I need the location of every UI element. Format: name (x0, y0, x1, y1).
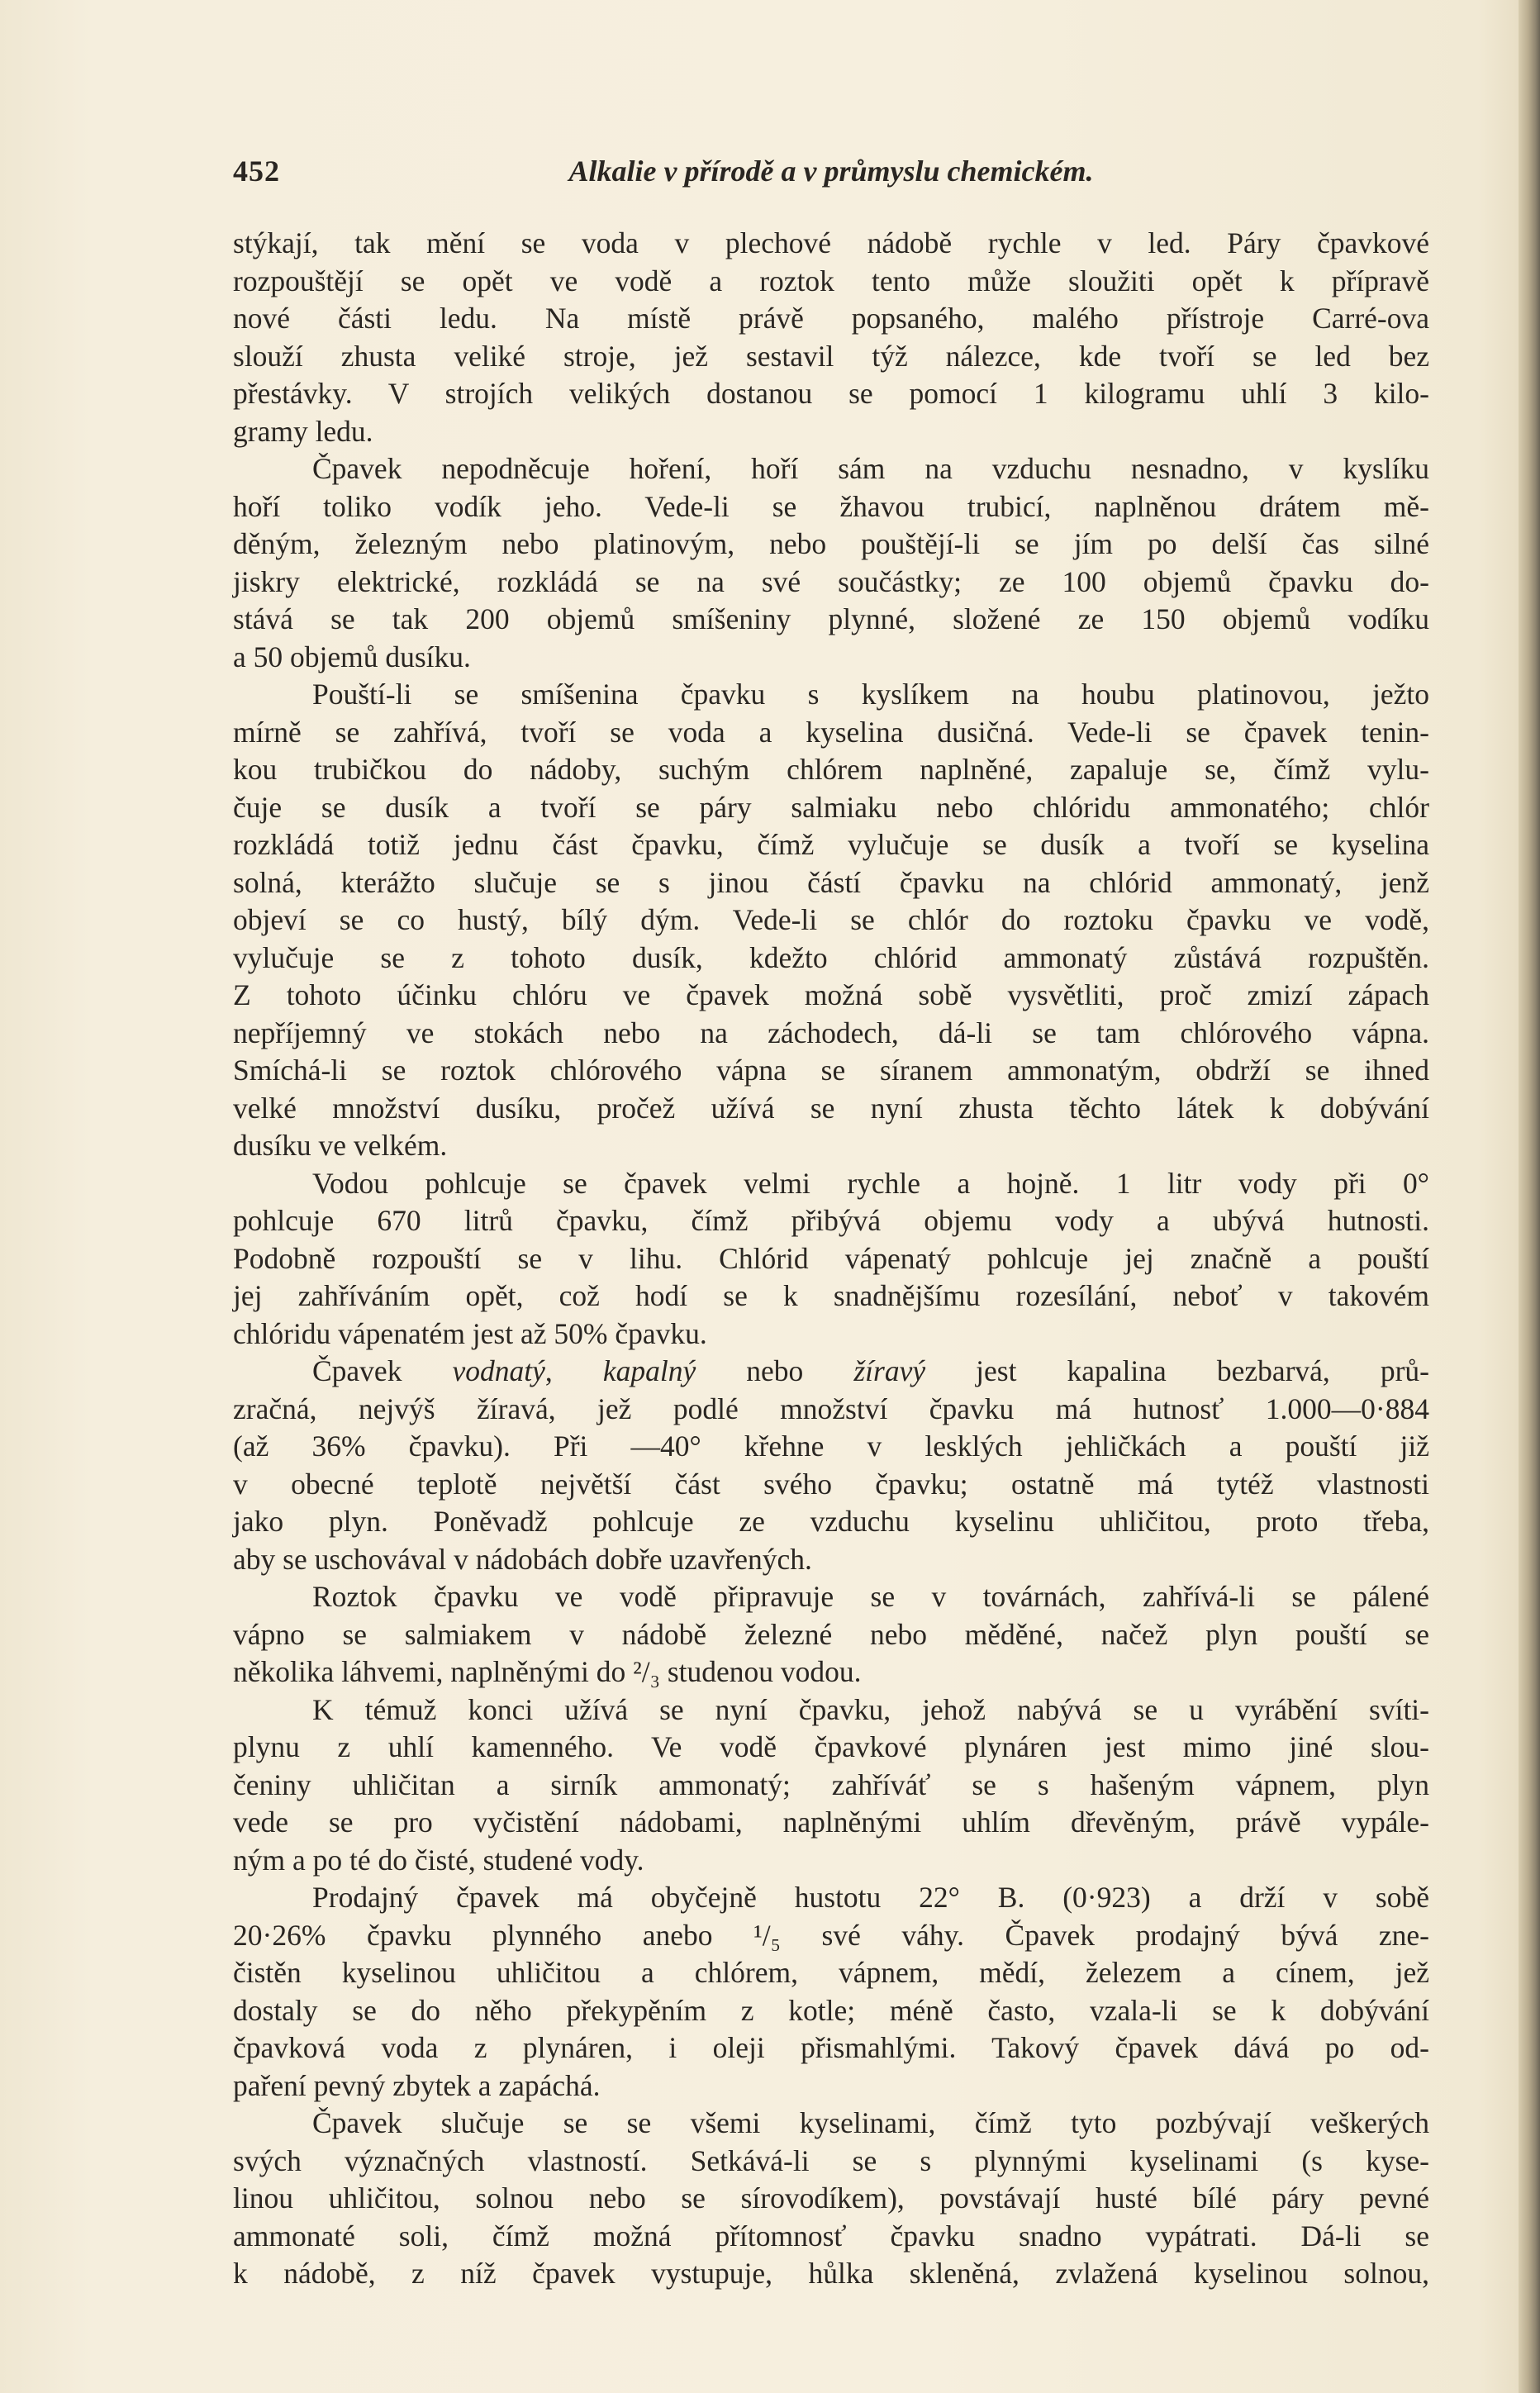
text-line: Vodou pohlcuje se čpavek velmi rychle a hojně. 1 litr vody při 0° (312, 1166, 1429, 1200)
text-line: pohlcuje 670 litrů čpavku, čímž přibývá objemu vody a ubývá hutnosti. (233, 1204, 1429, 1237)
text-line: Smíchá-li se roztok chlórového vápna se síranem ammonatým, obdrží se ihned (233, 1054, 1429, 1087)
text-line: chlóridu vápenatém jest až 50% čpavku. (233, 1316, 707, 1350)
text-line: velké množství dusíku, pročež užívá se nyní zhusta těchto látek k dobývání (233, 1091, 1429, 1125)
text-line: a 50 objemů dusíku. (233, 640, 471, 673)
body-text (233, 225, 1429, 2293)
text-line: čistěn kyselinou uhličitou a chlórem, vápnem, mědí, železem a cínem, jež (233, 1956, 1429, 1989)
text-line: Čpavek nepodněcuje hoření, hoří sám na vzduchu nesnadno, v kyslíku (312, 452, 1429, 485)
running-title: Alkalie v přírodě a v průmyslu chemickém. (568, 155, 1094, 188)
text-line: dusíku ve velkém. (233, 1129, 448, 1162)
italic-term: kapalný (602, 1354, 696, 1387)
text-line: jako plyn. Poněvadž pohlcuje ze vzduchu kyselinu uhličitou, proto třeba, (233, 1505, 1429, 1538)
text-line: přestávky. V strojích velikých dostanou se pomocí 1 kilogramu uhlí 3 kilo- (233, 377, 1429, 410)
text-line: děným, železným nebo platinovým, nebo pouštějí-li se jím po delší čas silné (233, 527, 1429, 560)
text-line: mírně se zahřívá, tvoří se voda a kyselina dusičná. Vede-li se čpavek tenin- (233, 715, 1429, 749)
text-span: jest kapalina bezbarvá, prů- (925, 1354, 1429, 1387)
text-line: hoří toliko vodík jeho. Vede-li se žhavou trubicí, naplněnou drátem mě- (233, 489, 1429, 523)
text-line: čpavková voda z plynáren, i oleji přismahlými. Takový čpavek dává po od- (233, 2031, 1429, 2064)
text-line: objeví se co hustý, bílý dým. Vede-li se chlór do roztoku čpavku ve vodě, (233, 903, 1429, 936)
text-line: ným a po té do čisté, studené vody. (233, 1843, 644, 1877)
page-header (233, 154, 1429, 195)
text-line: Roztok čpavku ve vodě připravuje se v továrnách, zahřívá-li se pálené (312, 1580, 1429, 1613)
text-line: jej zahříváním opět, což hodí se k snadnějšímu rozesílání, neboť v takovém (233, 1279, 1429, 1312)
text-line: ammonaté soli, čímž možná přítomnosť čpavku snadno vypátrati. Dá-li se (233, 2219, 1429, 2253)
text-line: Z tohoto účinku chlóru ve čpavek možná sobě vysvětliti, proč zmizí zápach (233, 978, 1429, 1011)
text-line: linou uhličitou, solnou nebo se sírovodíkem), povstávají husté bílé páry pevné (233, 2181, 1429, 2215)
text-line: plynu z uhlí kamenného. Ve vodě čpavkové plynáren jest mimo jiné slou- (233, 1730, 1429, 1763)
text-line: jiskry elektrické, rozkládá se na své součástky; ze 100 objemů čpavku do- (233, 564, 1429, 598)
text-line: Prodajný čpavek má obyčejně hustotu 22° B. (0·923) a drží v sobě (312, 1881, 1429, 1914)
text-line: Pouští-li se smíšenina čpavku s kyslíkem na houbu platinovou, ježto (312, 678, 1429, 711)
text-line: solná, kterážto slučuje se s jinou částí čpavku na chlórid ammonatý, jenž (233, 865, 1429, 899)
text-line: gramy ledu. (233, 414, 373, 448)
text-line: Podobně rozpouští se v lihu. Chlórid vápenatý pohlcuje jej značně a pouští (233, 1241, 1429, 1275)
text-line: čuje se dusík a tvoří se páry salmiaku nebo chlóridu ammonatého; chlór (233, 790, 1429, 824)
text-line: nepříjemný ve stokách nebo na záchodech, dá-li se tam chlórového vápna. (233, 1016, 1429, 1049)
text-line: zračná, nejvýš žíravá, jež podlé množství čpavku má hutnosť 1.000—0·884 (233, 1392, 1429, 1425)
text-span: Čpavek (312, 1354, 453, 1387)
text-line: rozkládá totiž jednu část čpavku, čímž vylučuje se dusík a tvoří se kyselina (233, 828, 1429, 861)
text-line: svých význačných vlastností. Setkává-li se s plynnými kyselinami (s kyse- (233, 2143, 1429, 2177)
text-line: čeniny uhličitan a sirník ammonatý; zahříváť se s hašeným vápnem, plyn (233, 1767, 1429, 1801)
text-line: stává se tak 200 objemů smíšeniny plynné, složené ze 150 objemů vodíku (233, 602, 1429, 635)
text-line: vápno se salmiakem v nádobě železné nebo měděné, načež plyn pouští se (233, 1617, 1429, 1651)
text-line: dostaly se do něho překypěním z kotle; méně často, vzala-li se k dobývání (233, 1993, 1429, 2027)
text-line: nové části ledu. Na místě právě popsaného, malého přístroje Carré-ova (233, 302, 1429, 335)
text-line: 20·26% čpavku plynného anebo ¹/₅ své váhy. Čpavek prodajný bývá zne- (233, 1918, 1429, 1952)
text-line: stýkají, tak mění se voda v plechové nádobě rychle v led. Páry čpavkové (233, 226, 1429, 259)
text-line: paření pevný zbytek a zapáchá. (233, 2068, 601, 2102)
text-span: , (544, 1354, 603, 1387)
text-line: rozpouštějí se opět ve vodě a roztok tento může sloužiti opět k přípravě (233, 264, 1429, 297)
text-line: několika láhvemi, naplněnými do ²/₃ studenou vodou. (233, 1655, 862, 1688)
text-line: K témuž konci užívá se nyní čpavku, jehož nabývá se u vyrábění svíti- (312, 1692, 1429, 1726)
text-line: slouží zhusta veliké stroje, jež sestavil týž nálezce, kde tvoří se led bez (233, 339, 1429, 373)
text-line: v obecné teplotě největší část svého čpavku; ostatně má tytéž vlastnosti (233, 1467, 1429, 1501)
text-line: kou trubičkou do nádoby, suchým chlórem naplněné, zapaluje se, čímž vylu- (233, 753, 1429, 786)
text-line: aby se uschovával v nádobách dobře uzavřených. (233, 1542, 812, 1576)
page-number: 452 (233, 155, 280, 188)
page-spine-shadow (1519, 0, 1540, 2393)
text-span: nebo (696, 1354, 854, 1387)
italic-term: vodnatý (452, 1354, 545, 1387)
text-line: Čpavek slučuje se se všemi kyselinami, čímž tyto pozbývají veškerých (312, 2106, 1429, 2139)
italic-term: žíravý (853, 1354, 926, 1387)
text-line (233, 1353, 1429, 1391)
text-line: vylučuje se z tohoto dusík, kdežto chlórid ammonatý zůstává rozpuštěn. (233, 940, 1429, 974)
text-line: (až 36% čpavku). Při —40° křehne v lesklých jehličkách a pouští již (233, 1430, 1429, 1463)
text-line: k nádobě, z níž čpavek vystupuje, hůlka skleněná, zvlažená kyselinou solnou, (233, 2257, 1429, 2290)
text-line: vede se pro vyčistění nádobami, naplněnými uhlím dřevěným, právě vypále- (233, 1805, 1429, 1839)
